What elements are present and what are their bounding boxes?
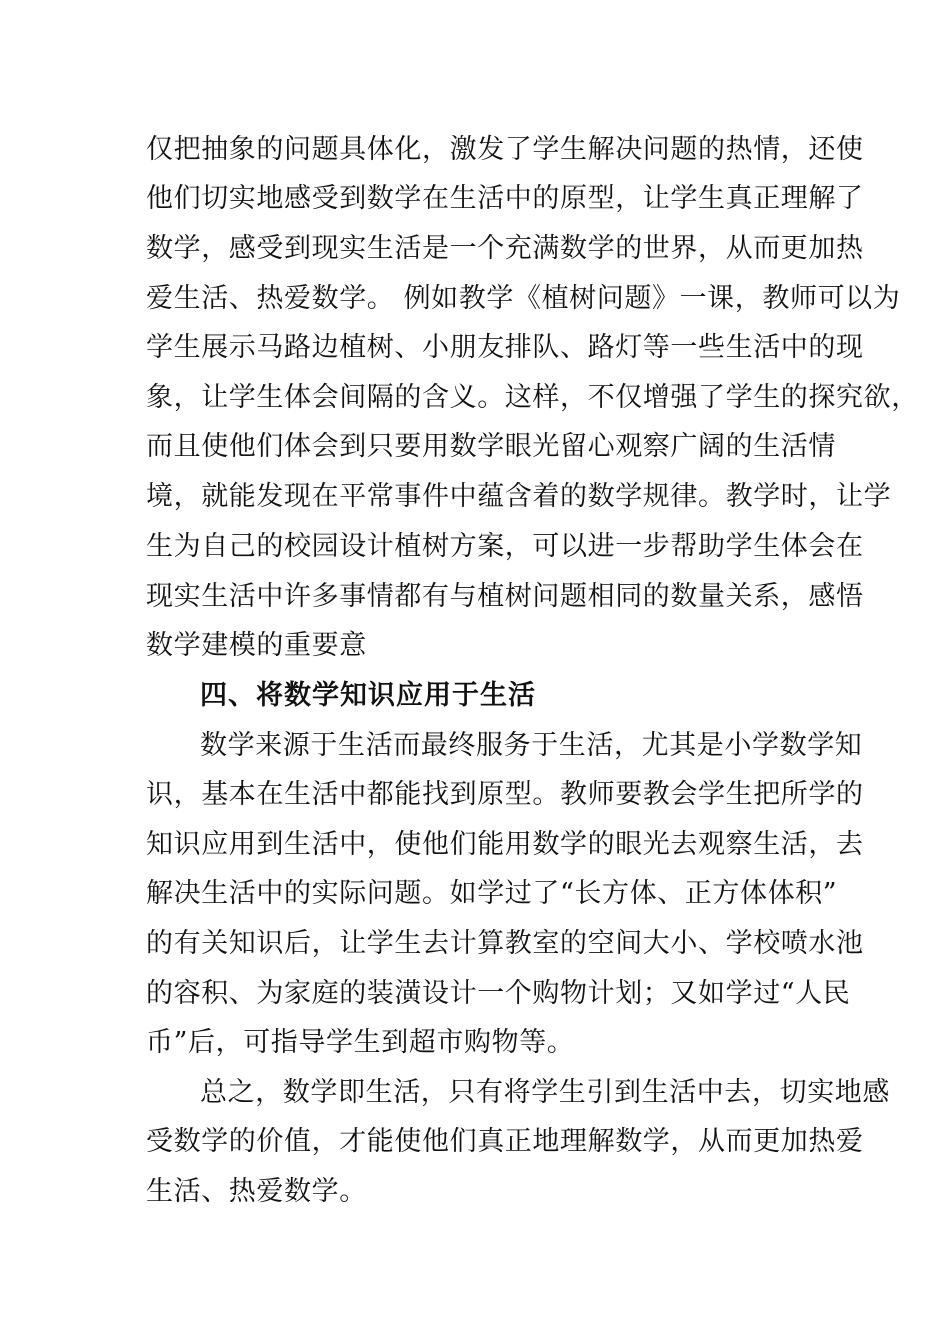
section-heading: 四、将数学知识应用于生活 bbox=[200, 680, 536, 711]
text-line: 受数学的价值，才能使他们真正地理解数学，从而更加热爱 bbox=[146, 1126, 864, 1157]
text-line: 现实生活中许多事情都有与植树问题相同的数量关系，感悟 bbox=[146, 581, 864, 612]
text-line: 知识应用到生活中，使他们能用数学的眼光去观察生活，去 bbox=[146, 829, 864, 860]
text-line: 学生展示马路边植树、小朋友排队、路灯等一些生活中的现 bbox=[146, 332, 864, 363]
text-line: 总之，数学即生活，只有将学生引到生活中去，切实地感 bbox=[200, 1077, 890, 1108]
text-line: 数学，感受到现实生活是一个充满数学的世界，从而更加热 bbox=[146, 233, 864, 264]
text-line: 象，让学生体会间隔的含义。这样，不仅增强了学生的探究欲， bbox=[146, 382, 919, 413]
text-line: 币”后，可指导学生到超市购物等。 bbox=[146, 1027, 575, 1058]
text-line: 识，基本在生活中都能找到原型。教师要教会学生把所学的 bbox=[146, 779, 864, 810]
text-line: 数学来源于生活而最终服务于生活，尤其是小学数学知 bbox=[200, 730, 863, 761]
text-line: 的有关知识后，让学生去计算教室的空间大小、学校喷水池 bbox=[146, 928, 864, 959]
text-line: 数学建模的重要意 bbox=[146, 630, 367, 661]
text-line: 爱生活、热爱数学。 例如教学《植树问题》一课，教师可以为 bbox=[146, 283, 901, 314]
text-line: 而且使他们体会到只要用数学眼光留心观察广阔的生活情 bbox=[146, 431, 836, 462]
text-line: 生活、热爱数学。 bbox=[146, 1176, 367, 1207]
text-line: 他们切实地感受到数学在生活中的原型，让学生真正理解了 bbox=[146, 183, 864, 214]
text-line: 的容积、为家庭的装潢设计一个购物计划；又如学过“人民 bbox=[146, 978, 851, 1009]
text-line: 境，就能发现在平常事件中蕴含着的数学规律。教学时，让学 bbox=[146, 481, 892, 512]
text-line: 生为自己的校园设计植树方案，可以进一步帮助学生体会在 bbox=[146, 531, 864, 562]
text-line: 仅把抽象的问题具体化，激发了学生解决问题的热情，还使 bbox=[146, 134, 864, 165]
text-line: 解决生活中的实际问题。如学过了“长方体、正方体体积” bbox=[146, 878, 838, 909]
